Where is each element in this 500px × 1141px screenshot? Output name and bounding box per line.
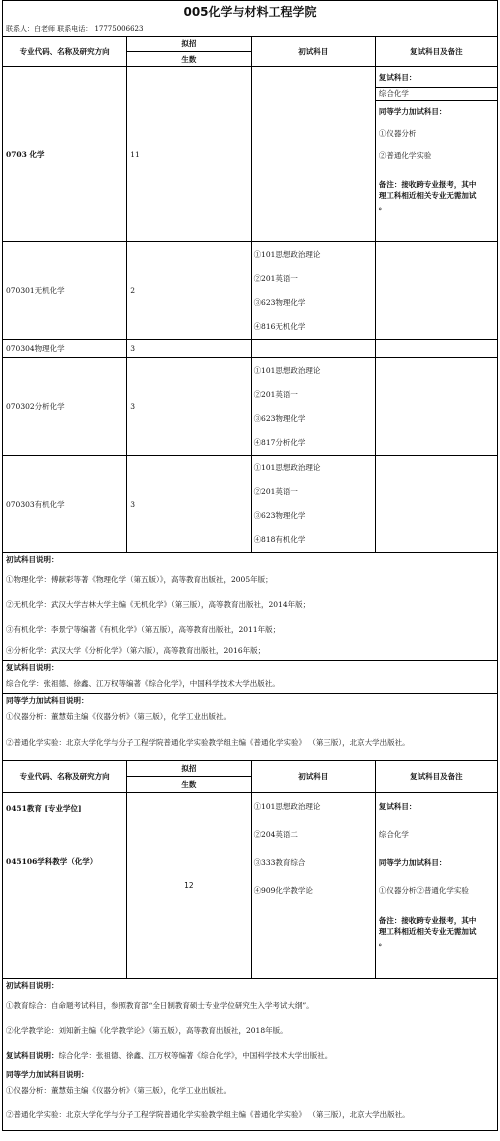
program-count: 12 (127, 793, 251, 979)
header-count: 拟招 生数 (127, 761, 251, 793)
notes-section-2: 初试科目说明： ①教育综合：自命题考试科目，参照教育部“全日制教育硕士专业学位研究生入学考试大纲”。 ②化学教学论：刘知新主编《化学教学论》（第五版），高等教育出版社，2018年版。 复试科目说明：综合化学：张祖德、徐鑫、江万权等编著《综合化学》，中国科学技术大学出版社。 同等学力加试科目说明： ①仪器分析：董慧茹主编《仪器分析》（第三版），化学工业出版社。 ②普通化学实验：北京大学化学与分子工程学院普通化学实验教学组主编《普通化学实验》 （第三版），北京大学出版社。 (2, 979, 498, 1131)
program-count: 3 (127, 340, 251, 358)
retest-empty (375, 242, 497, 340)
header-exam: 初试科目 (251, 37, 375, 67)
program-count: 2 (127, 242, 251, 340)
exam-subjects: ①101思想政治理论 ②201英语一 ③623物理化学 ④817分析化学 (251, 358, 375, 456)
program-count: 3 (127, 358, 251, 456)
header-count: 拟招 生数 (127, 37, 251, 67)
exam-subjects: ①101思想政治理论 ②201英语一 ③623物理化学 ④818有机化学 (251, 456, 375, 553)
program-name: 0451教育 [专业学位] 045106学科教学（化学） (3, 793, 127, 979)
program-count: 3 (127, 456, 251, 553)
exam-subjects: ①101思想政治理论 ②201英语一 ③623物理化学 ④816无机化学 (251, 242, 375, 340)
program-table-2 (2, 760, 498, 979)
header-retest: 复试科目及备注 (375, 761, 497, 793)
retest-info: 复试科目： 综合化学 同等学力加试科目： ①仪器分析②普通化学实验 备注：接收跨专业报考，其中 理工科相近相关专业无需加试 。 (375, 793, 497, 979)
program-name: 070302分析化学 (3, 358, 127, 456)
exam-subjects: ①101思想政治理论 ②204英语二 ③333教育综合 ④909化学教学论 (251, 793, 375, 979)
program-name: 070301无机化学 (3, 242, 127, 340)
header-retest: 复试科目及备注 (375, 37, 497, 67)
retest-info: 复试科目： 综合化学 同等学力加试科目： ①仪器分析 ②普通化学实验 备注：接收跨专业报考，其中 理工科相近相关专业无需加试 。 (375, 67, 497, 242)
notes-section-1: 初试科目说明： ①物理化学：傅献彩等著《物理化学（第五版）》，高等教育出版社，2005年版； ②无机化学：武汉大学吉林大学主编《无机化学》（第三版），高等教育出版社，2014年版； ③有机化学：李景宁等编著《有机化学》（第五版），高等教育出版社，2011年版； ④分析化学：武汉大学《分析化学》（第六版），高等教育出版社，2016年版； 复试科目说明： 综合化学：张祖德、徐鑫、江万权等编著《综合化学》，中国科学技术大学出版社。 同等学力加试科目说明： ①仪器分析：董慧茹主编《仪器分析》（第三版），化学工业出版社。 ②普通化学实验：北京大学化学与分子工程学院普通化学实验教学组主编《普通化学实验》 （第三版），北京大学出版社。 (2, 553, 498, 760)
document-page (2, 0, 498, 1131)
program-count: 11 (127, 67, 251, 242)
exam-subjects-empty (251, 67, 375, 242)
header-program: 专业代码、名称及研究方向 (3, 761, 127, 793)
page-title: 005化学与材料工程学院 (2, 0, 498, 23)
contact-line: 联系人：白老师 联系电话： 17775006623 (2, 23, 498, 36)
header-program: 专业代码、名称及研究方向 (3, 37, 127, 67)
header-exam: 初试科目 (251, 761, 375, 793)
program-name: 070304物理化学 (3, 340, 127, 358)
program-name: 070303有机化学 (3, 456, 127, 553)
program-table-1 (2, 36, 498, 553)
program-name: 0703 化学 (3, 67, 127, 242)
